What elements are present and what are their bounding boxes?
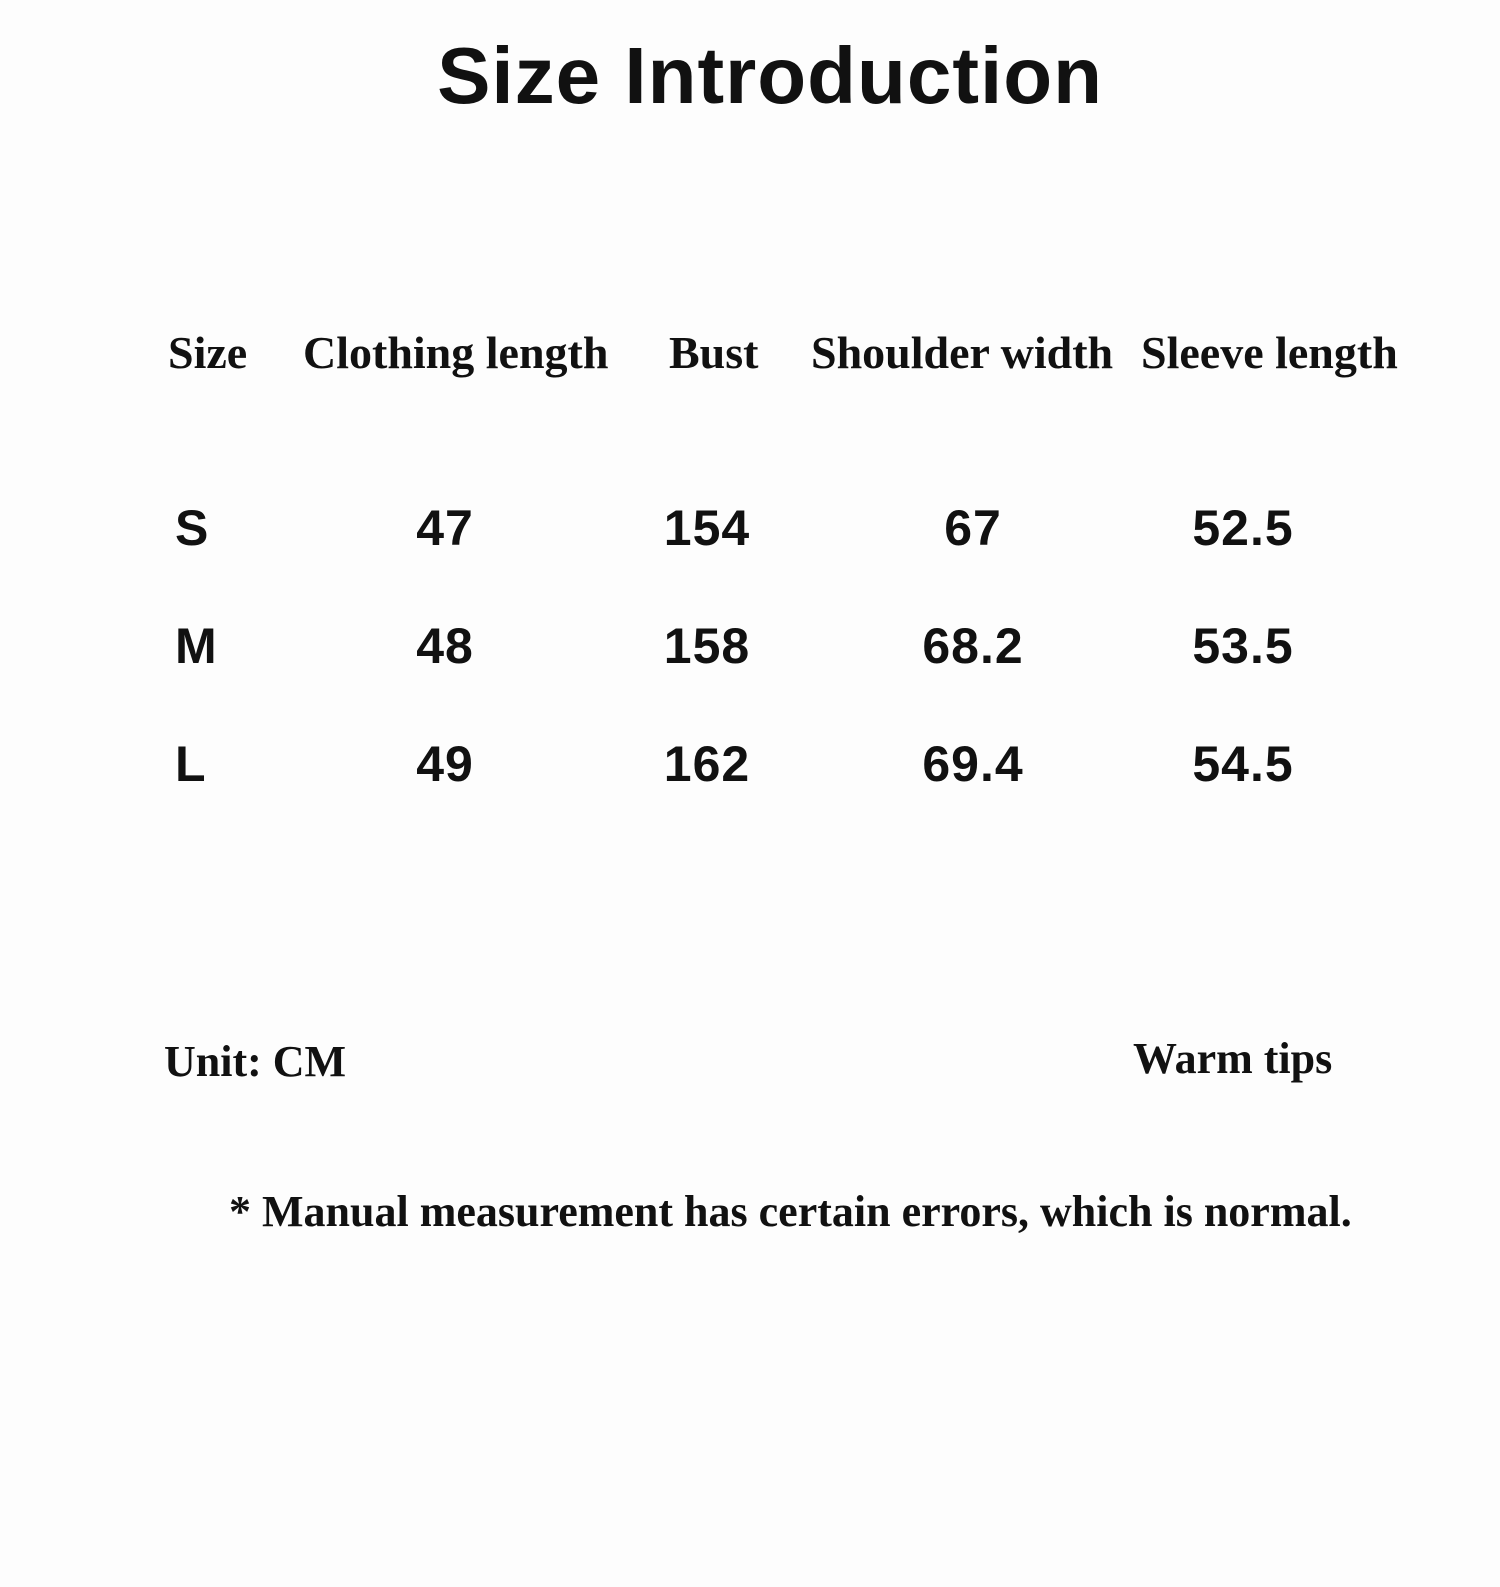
page-title: Size Introduction [437,31,1103,120]
header-shoulder-width: Shoulder width [811,327,1114,378]
cell-bust: 158 [663,618,751,674]
header-bust: Bust [669,327,759,378]
cell-sleeve-length: 54.5 [1192,736,1294,792]
cell-shoulder-width: 67 [944,500,1002,556]
cell-clothing-length: 47 [416,500,474,556]
measurement-note: * Manual measurement has certain errors, which is normal. [229,1187,1352,1236]
cell-clothing-length: 49 [416,736,474,792]
cell-size: L [175,736,207,792]
cell-shoulder-width: 69.4 [922,736,1024,792]
header-sleeve-length: Sleeve length [1141,327,1398,378]
cell-size: S [175,500,210,556]
warm-tips-label: Warm tips [1133,1034,1333,1083]
cell-bust: 162 [663,736,751,792]
cell-sleeve-length: 53.5 [1192,618,1294,674]
cell-size: M [175,618,218,674]
cell-sleeve-length: 52.5 [1192,500,1294,556]
unit-label: Unit: CM [164,1037,347,1086]
header-size: Size [168,327,248,378]
header-clothing-length: Clothing length [303,327,609,378]
cell-clothing-length: 48 [416,618,474,674]
cell-bust: 154 [663,500,751,556]
cell-shoulder-width: 68.2 [922,618,1024,674]
